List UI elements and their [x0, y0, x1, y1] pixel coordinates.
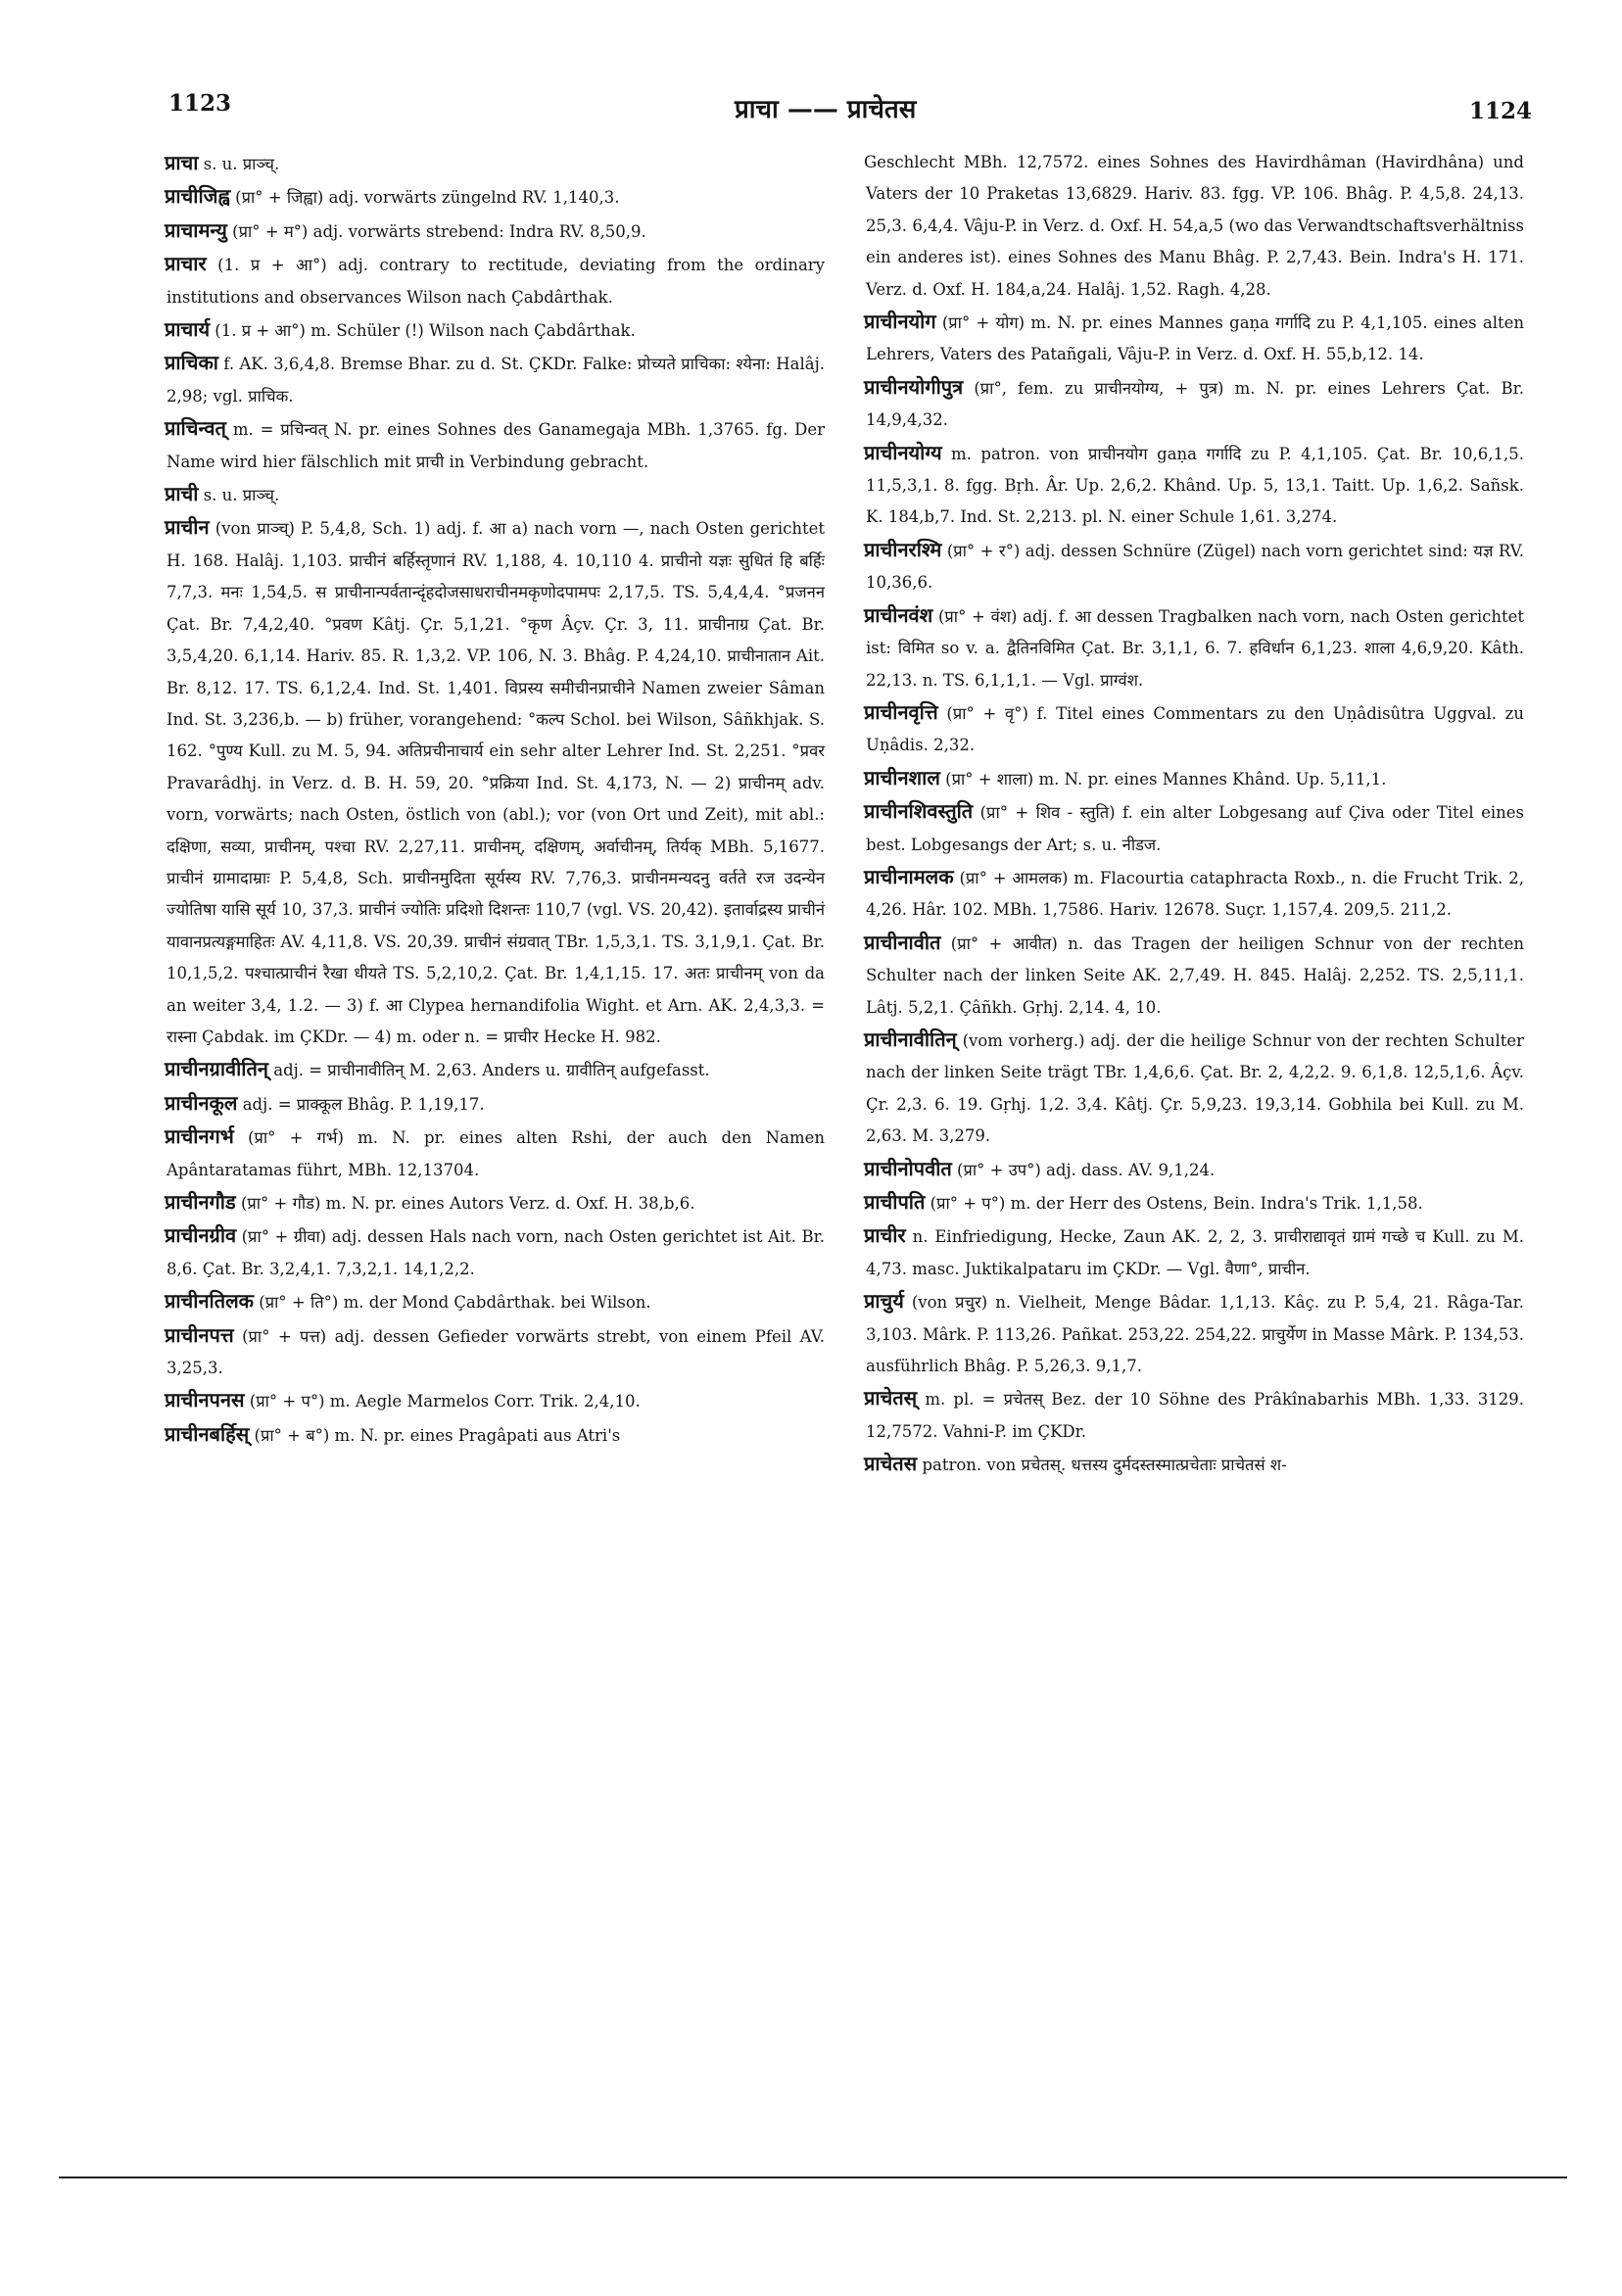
- entry-text: n. Einfriedigung, Hecke, Zaun AK. 2, 2, 3. प्राचीराद्यावृतं ग्रामं गच्छे च Kull. zu M. 4,73. masc. Juktikalpataru im ÇKDr. — Vgl. वैणा°, प्राचीन.: [866, 1227, 1524, 1278]
- entry-headword: प्राचीनपत्त: [165, 1322, 234, 1347]
- entry-headword: प्राचा: [165, 151, 199, 174]
- entry-headword: प्राचीनकूल: [165, 1090, 238, 1115]
- entry-text: (प्रा° + प°) m. Aegle Marmelos Corr. Trik. 2,4,10.: [249, 1392, 641, 1411]
- entry-headword: प्राचीन: [165, 515, 210, 540]
- page-number-right: 1124: [1469, 98, 1533, 124]
- entry-text: (प्रा° + ग्रीवा) adj. dessen Hals nach vorn, nach Osten gerichtet ist Ait. Br. 8,6. Çat. Br. 3,2,4,1. 7,3,2,1. 14,1,2,2.: [167, 1227, 825, 1278]
- dictionary-entry: [167, 180, 825, 214]
- dictionary-entry: [866, 861, 1524, 927]
- entry-text: m. pl. = प्रचेतस् Bez. der 10 Söhne des Prâkînabarhis MBh. 1,33. 3129. 12,7572. Vahni-P. im ÇKDr.: [866, 1390, 1524, 1441]
- entry-text: adj. = प्राचीनावीतिन् M. 2,63. Anders u. ग्रावीतिन् aufgefasst.: [273, 1061, 710, 1080]
- entry-headword: प्राचीनशाल: [864, 765, 940, 789]
- entry-text: (प्रा° + ति°) m. der Mond Çabdârthak. bei Wilson.: [259, 1293, 651, 1313]
- entry-text: patron. von प्रचेतस्. धत्तस्य दुर्मदस्तस्मात्प्रचेताः प्राचेतसं श-: [922, 1456, 1287, 1475]
- dictionary-entry: [167, 1186, 825, 1220]
- entry-text: m. patron. von प्राचीनयोग gaṇa गर्गादि zu P. 4,1,105. Çat. Br. 10,6,1,5. 11,5,3,1. 8. fgg. Bṛh. Âr. Up. 2,6,2. Khând. Up. 5, 13,1. Taitt. Up. 1,6,2. Sañsk. K. 184,b,7. Ind. St. 2,213. pl. N. einer Schule 1,61. 3,274.: [866, 444, 1524, 527]
- left-column: [167, 147, 825, 1452]
- entry-headword: प्राचीनयोग्य: [864, 440, 942, 464]
- dictionary-entry: [167, 511, 825, 1053]
- dictionary-entry: [866, 1382, 1524, 1448]
- entry-headword: प्राचीपति: [864, 1190, 926, 1214]
- entry-headword: प्राचीजिह्व: [165, 184, 230, 209]
- entry-text: (प्रा° + आवीत) n. das Tragen der heiligen Schnur von der rechten Schulter nach der linken Seite AK. 2,7,49. H. 845. Halâj. 2,252. TS. 2,5,11,1. Lâtj. 5,2,1. Çâñkh. Gṛhj. 2,14. 4, 10.: [866, 933, 1524, 1017]
- entry-text: s. u. प्राञ्च्.: [203, 155, 280, 173]
- dictionary-entry: [167, 1087, 825, 1121]
- entry-text: (प्रा° + पत्त) adj. dessen Gefieder vorwärts strebt, von einem Pfeil AV. 3,25,3.: [167, 1326, 825, 1378]
- dictionary-entry: [167, 313, 825, 347]
- entry-text: adj. = प्राक्कूल Bhâg. P. 1,19,17.: [242, 1094, 485, 1114]
- entry-text: f. AK. 3,6,4,8. Bremse Bhar. zu d. St. ÇKDr. Falke: प्रोच्यते प्राचिका: श्येना: Halâj. 2,98; vgl. प्राचिक.: [167, 355, 825, 406]
- dictionary-entry: [167, 412, 825, 478]
- entry-headword: प्राचीनगर्भ: [165, 1124, 234, 1149]
- entry-headword: प्राचीनगौड: [165, 1190, 236, 1214]
- entry-text: m. = प्रचिन्वत् N. pr. eines Sohnes des Ganamegaja MBh. 1,3765. fg. Der Name wird hier fälschlich mit प्राची in Verbindung gebracht.: [167, 420, 825, 471]
- entry-headword: प्राचेतस: [864, 1452, 918, 1476]
- dictionary-entry: [866, 1285, 1524, 1382]
- entry-text: (प्रा° + गौड) m. N. pr. eines Autors Verz. d. Oxf. H. 38,b,6.: [240, 1194, 695, 1213]
- dictionary-entry: [167, 1121, 825, 1186]
- page-header: [0, 90, 1622, 129]
- entry-headword: प्राचीनतिलक: [165, 1289, 255, 1314]
- entry-headword: प्राचीनग्रीव: [165, 1223, 237, 1248]
- entry-headword: प्राचुर्य: [864, 1289, 904, 1314]
- entry-headword: प्राचीनोपवीत: [864, 1156, 952, 1180]
- dictionary-entry: [167, 347, 825, 412]
- entry-text: (प्रा°, fem. zu प्राचीनयोग्य, + पुत्र) m. N. pr. eines Lehrers Çat. Br. 14,9,4,32.: [866, 378, 1524, 430]
- dictionary-entry: [866, 534, 1524, 599]
- entry-text: (प्रा° + प°) m. der Herr des Ostens, Bein. Indra's Trik. 1,1,58.: [930, 1194, 1423, 1213]
- entry-text: (प्रा° + शिव - स्तुति) f. ein alter Lobgesang auf Çiva oder Titel eines best. Lobgesangs der Art; s. u. नीडज.: [866, 803, 1525, 854]
- entry-headword: प्राचीनावीतिन्: [864, 1027, 957, 1051]
- entry-text: (vom vorherg.) adj. der die heilige Schnur von der rechten Schulter nach der linken Seite trägt TBr. 1,4,6,6. Çat. Br. 2, 4,2,2. 9. 6,1,8. 12,5,1,6. Âçv. Çr. 2,3. 6. 19. Gṛhj. 1,2. 3,4. Kâtj. Çr. 5,9,23. 19,3,14. Gobhila bei Kull. zu M. 2,63. M. 3,279.: [866, 1030, 1525, 1146]
- entry-headword: प्राचामन्यु: [165, 217, 227, 242]
- dictionary-entry: [866, 762, 1524, 795]
- entry-text: (प्रा° + र°) adj. dessen Schnüre (Zügel) nach vorn gerichtet sind: यज्ञ RV. 10,36,6.: [866, 541, 1524, 593]
- entry-headword: प्राचार्य: [165, 317, 211, 342]
- dictionary-entry: [167, 248, 825, 313]
- dictionary-entry: [866, 1220, 1524, 1285]
- entry-text: (von प्रचुर) n. Vielheit, Menge Bâdar. 1,1,13. Kâç. zu P. 5,4, 21. Râga-Tar. 3,103. Mârk. P. 113,26. Pañkat. 253,22. 254,22. प्राचुर्येण in Masse Mârk. P. 134,53. ausführlich Bhâg. P. 5,26,3. 9,1,7.: [866, 1293, 1524, 1376]
- dictionary-entry: [866, 147, 1524, 306]
- entry-headword: प्राचेतस्: [864, 1386, 918, 1411]
- dictionary-entry: [866, 1024, 1524, 1153]
- entry-text: (1. प्र + आ°) m. Schüler (!) Wilson nach Çabdârthak.: [215, 321, 636, 341]
- entry-headword: प्राची: [165, 482, 199, 506]
- entry-text: (प्रा° + म°) adj. vorwärts strebend: Indra RV. 8,50,9.: [232, 221, 646, 241]
- dictionary-entry: [866, 1153, 1524, 1186]
- entry-headword: प्राचीनपनस: [165, 1388, 245, 1412]
- entry-text: (प्रा° + गर्भ) m. N. pr. eines alten Rshi, der auch den Namen Apântaratamas führt, MBh. 12,13704.: [167, 1128, 825, 1179]
- entry-headword: प्राचीनयोगीपुत्र: [864, 374, 964, 399]
- dictionary-entry: [866, 306, 1524, 371]
- entry-text: (von प्राञ्च्) P. 5,4,8, Sch. 1) adj. f. आ a) nach vorn —, nach Osten gerichtet H. 168. Halâj. 1,103. प्राचीनं बर्हिस्तृणानं RV. 1,188, 4. 10,110 4. प्राचीनो यज्ञः सुधितं हि बर्हिः 7,7,3. मनः 1,54,5. स प्राचीनान्पर्वतान्दृंहदोजसाधराचीनमकृणोदपामपः 2,17,5. TS. 5,4,4,4. °प्रजनन Çat. Br. 7,4,2,40. °प्रवण Kâtj. Çr. 5,1,21. °कृण Âçv. Çr. 3, 11. प्राचीनाग्र Çat. Br. 3,5,4,20. 6,1,14. Hariv. 85. R. 1,3,2. VP. 106, N. 3. Bhâg. P. 4,24,10. प्राचीनातान Ait. Br. 8,12. 17. TS. 6,1,2,4. Ind. St. 1,401. विप्रस्य समीचीनप्राचीने Namen zweier Sâman Ind. St. 3,236,b. — b) früher, vorangehend: °कल्प Schol. bei Wilson, Sâñkhjak. S. 162. °पुण्य Kull. zu M. 5, 94. अतिप्रचीनाचार्य ein sehr alter Lehrer Ind. St. 2,251. °प्रवर Pravarâdhj. in Verz. d. B. H. 59, 20. °प्रक्रिया Ind. St. 4,173, N. — 2) प्राचीनम् adv. vorn, vorwärts; nach Osten, östlich von (abl.); vor (von Ort und Zeit), mit abl.: दक्षिणा, सव्या, प्राचीनम्, पश्चा RV. 2,27,11. प्राचीनम्, दक्षिणम्, अर्वाचीनम्, तिर्यक् MBh. 5,1677. प्राचीनं ग्रामादाम्राः P. 5,4,8, Sch. प्राचीनमुदिता सूर्यस्य RV. 7,76,3. प्राचीनमन्यदनु वर्तते रज उदन्येन ज्योतिषा यासि सूर्य 10, 37,3. प्राचीनं ज्योतिः प्रदिशो दिशन्तः 110,7 (vgl. VS. 20,42). इतार्वाद्रस्य प्राचीनं यावानप्रत्यङ्गमाहितः AV. 4,11,8. VS. 20,39. प्राचीनं संग्रवात् TBr. 1,5,3,1. TS. 3,1,9,1. Çat. Br. 10,1,5,2. पश्चात्प्राचीनं रैखा धीयते TS. 5,2,10,2. Çat. Br. 1,4,1,15. 17. अतः प्राचीनम् von da an weiter 3,4, 1.2. — 3) f. आ Clypea hernandifolia Wight. et Arn. AK. 2,4,3,3. = रास्ना Çabdak. im ÇKDr. — 4) m. oder n. = प्राचीर Hecke H. 982.: [167, 519, 825, 1046]
- dictionary-entry: [167, 1418, 825, 1452]
- entry-headword: प्राचीनवृत्ति: [864, 699, 938, 724]
- entry-headword: प्राचीनग्रावीतिन्: [165, 1057, 268, 1081]
- dictionary-entry: [167, 215, 825, 248]
- dictionary-entry: [167, 1319, 825, 1385]
- dictionary-entry: [167, 147, 825, 180]
- dictionary-entry: [866, 371, 1524, 437]
- dictionary-entry: [866, 437, 1524, 534]
- entry-text: (प्रा° + जिह्वा) adj. vorwärts züngelnd RV. 1,140,3.: [235, 188, 620, 208]
- dictionary-entry: [866, 599, 1524, 696]
- dictionary-entry: [866, 927, 1524, 1024]
- dictionary-entry: [866, 1448, 1524, 1481]
- entry-text: (प्रा° + वंश) adj. f. आ dessen Tragbalken nach vorn, nach Osten gerichtet ist: विमित so v. a. द्वैतिनविमित Çat. Br. 3,1,1, 6. 7. हविर्धान 6,1,23. शाला 4,6,9,20. Kâth. 22,13. n. TS. 6,1,1,1. — Vgl. प्राग्वंश.: [866, 606, 1524, 690]
- dictionary-entry: [167, 1384, 825, 1417]
- dictionary-entry: [866, 1186, 1524, 1220]
- dictionary-entry: [167, 478, 825, 511]
- entry-headword: प्राचिका: [165, 351, 218, 375]
- dictionary-entry: [167, 1285, 825, 1318]
- entry-headword: प्राचीनामलक: [864, 864, 954, 888]
- entry-headword: प्राचीनशिवस्तुति: [864, 799, 974, 824]
- entry-headword: प्राचार: [165, 252, 207, 276]
- entry-text: (प्रा° + ब°) m. N. pr. eines Pragâpati aus Atri's: [254, 1425, 621, 1445]
- entry-text: (प्रा° + आमलक) m. Flacourtia cataphracta Roxb., n. die Frucht Trik. 2, 4,26. Hâr. 102. MBh. 1,7586. Hariv. 12678. Suçr. 1,157,4. 209,5. 211,2.: [866, 868, 1525, 920]
- entry-text: s. u. प्राञ्च्.: [203, 486, 280, 505]
- page-number-left: 1123: [168, 90, 232, 117]
- entry-headword: प्राचिन्वत्: [165, 416, 226, 441]
- entry-headword: प्राचीनयोग: [864, 310, 936, 334]
- entry-headword: प्राचीनवंश: [864, 602, 933, 627]
- entry-text: Geschlecht MBh. 12,7572. eines Sohnes des Havirdhâman (Havirdhâna) und Vaters der 10 Praketas 13,6829. Hariv. 83. fgg. VP. 106. Bhâg. P. 4,5,8. 24,13. 25,3. 6,4,4. Vâju-P. in Verz. d. Oxf. H. 54,a,5 (wo das Verwandtschaftsverhältniss ein anderes ist). eines Sohnes des Manu Bhâg. P. 2,7,43. Bein. Indra's H. 171. Verz. d. Oxf. H. 184,a,24. Halâj. 1,52. Ragh. 4,28.: [864, 153, 1524, 299]
- entry-headword: प्राचीनरश्मि: [864, 537, 942, 561]
- entry-headword: प्राचीनावीत: [864, 930, 941, 954]
- entry-headword: प्राचीनबर्हिस्: [165, 1421, 250, 1446]
- dictionary-entry: [167, 1053, 825, 1086]
- dictionary-entry: [167, 1220, 825, 1285]
- dictionary-entry: [866, 795, 1524, 861]
- right-column: [866, 147, 1524, 1482]
- dictionary-entry: [866, 696, 1524, 762]
- entry-text: (1. प्र + आ°) adj. contrary to rectitude, deviating from the ordinary institutions and observances Wilson nach Çabdârthak.: [167, 256, 825, 307]
- entry-text: (प्रा° + वृ°) f. Titel eines Commentars zu den Uṇâdisûtra Uggval. zu Uṇâdis. 2,32.: [866, 703, 1524, 755]
- entry-text: (प्रा° + योग) m. N. pr. eines Mannes gaṇa गर्गादि zu P. 4,1,105. eines alten Lehrers, Vaters des Patañgali, Vâju-P. in Verz. d. Oxf. H. 55,b,12. 14.: [866, 313, 1525, 364]
- footer-rule: [59, 2176, 1567, 2178]
- entry-headword: प्राचीर: [864, 1223, 906, 1248]
- entry-text: (प्रा° + शाला) m. N. pr. eines Mannes Khând. Up. 5,11,1.: [945, 769, 1387, 789]
- entry-text: (प्रा° + उप°) adj. dass. AV. 9,1,24.: [957, 1160, 1216, 1179]
- running-title: प्राचा —— प्राचेतस: [735, 95, 917, 124]
